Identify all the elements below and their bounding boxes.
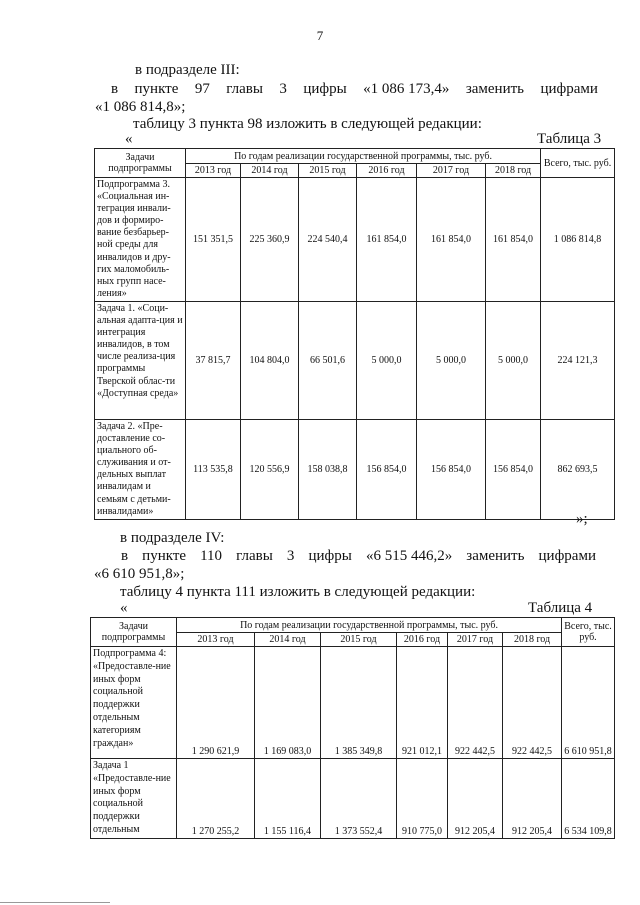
- table3-open-quote: «: [125, 131, 133, 147]
- task-cell: Задача 2. «Пре-доставление со-циального об-служивания и от-дельных выплат инвалидам и семьям с детьми-инвалидами»: [95, 420, 186, 520]
- paragraph-word: заменить: [465, 81, 525, 97]
- value-cell: 151 351,5: [186, 178, 241, 302]
- paragraph-word: 110: [200, 548, 223, 564]
- table3-caption: Таблица 3: [537, 131, 602, 147]
- value-cell: 156 854,0: [357, 420, 417, 520]
- total-cell: 224 121,3: [541, 302, 615, 420]
- value-cell: 37 815,7: [186, 302, 241, 420]
- value-cell: 161 854,0: [357, 178, 417, 302]
- page-bottom-edge: [0, 902, 110, 903]
- section3-heading: в подразделе III:: [135, 62, 240, 78]
- t4-year-header: 2014 год: [255, 633, 321, 647]
- paragraph-word: 97: [194, 81, 210, 97]
- value-cell: 910 775,0: [397, 759, 448, 839]
- table-row: [95, 178, 615, 302]
- paragraph-word: 3: [286, 548, 295, 564]
- value-cell: 5 000,0: [486, 302, 541, 420]
- table-row: [91, 647, 615, 759]
- t3-year-header: 2016 год: [357, 164, 417, 178]
- paragraph-word: в: [121, 548, 129, 564]
- total-cell: 862 693,5: [541, 420, 615, 520]
- task-cell: Задача 1. «Соци-альная адапта-ция и интеграция инвалидов, в том числе реализа-ция программы Тверской облас-ти «Доступная среда»: [95, 302, 186, 420]
- paragraph-word: пункте: [134, 81, 179, 97]
- section4-paragraph110-continuation: «6 610 951,8»;: [94, 566, 185, 582]
- value-cell: 113 535,8: [186, 420, 241, 520]
- task-cell: Задача 1 «Предоставле-ние иных форм социальной поддержки отдельным: [91, 759, 177, 839]
- t3-year-header: 2015 год: [299, 164, 357, 178]
- paragraph-word: в: [111, 81, 119, 97]
- t3-year-header: 2013 год: [186, 164, 241, 178]
- table4-head-years: По годам реализации государственной программы, тыс. руб.: [177, 618, 562, 633]
- value-cell: 161 854,0: [486, 178, 541, 302]
- paragraph-word: заменить: [466, 548, 525, 564]
- t3-year-header: 2018 год: [486, 164, 541, 178]
- t3-year-header: 2014 год: [241, 164, 299, 178]
- paragraph-word: главы: [236, 548, 273, 564]
- section4-paragraph110: [121, 548, 596, 565]
- table-4: [90, 617, 615, 839]
- value-cell: 158 038,8: [299, 420, 357, 520]
- total-cell: 6 610 951,8: [562, 647, 615, 759]
- task-cell: Подпрограмма 3. «Социальная ин-теграция инвали-дов и формиро-вание безбарьер-ной среды для инвалидов и дру-гих маломобиль-ных групп насе-ления»: [95, 178, 186, 302]
- value-cell: 224 540,4: [299, 178, 357, 302]
- t4-year-header: 2013 год: [177, 633, 255, 647]
- section3-paragraph97-continuation: «1 086 814,8»;: [95, 99, 186, 115]
- table-3: [94, 148, 615, 520]
- t4-year-header: 2017 год: [448, 633, 503, 647]
- table3-intro: таблицу 3 пункта 98 изложить в следующей редакции:: [133, 116, 482, 132]
- paragraph-word: 3: [279, 81, 287, 97]
- paragraph-word: пункте: [142, 548, 187, 564]
- value-cell: 922 442,5: [503, 647, 562, 759]
- table3-head-task: Задачи подпрограммы: [95, 149, 186, 178]
- paragraph-word: цифры: [308, 548, 352, 564]
- value-cell: 161 854,0: [417, 178, 486, 302]
- value-cell: 156 854,0: [486, 420, 541, 520]
- value-cell: 1 270 255,2: [177, 759, 255, 839]
- t4-year-header: 2015 год: [321, 633, 397, 647]
- value-cell: 104 804,0: [241, 302, 299, 420]
- table4-head-total: Всего, тыс. руб.: [562, 618, 615, 647]
- table3-head-years: По годам реализации государственной программы, тыс. руб.: [186, 149, 541, 164]
- paragraph-word: цифрами: [538, 548, 596, 564]
- paragraph-word: цифрами: [540, 81, 598, 97]
- value-cell: 1 373 552,4: [321, 759, 397, 839]
- table-row: [91, 759, 615, 839]
- value-cell: 1 155 116,4: [255, 759, 321, 839]
- table4-open-quote: «: [120, 600, 128, 616]
- value-cell: 5 000,0: [357, 302, 417, 420]
- value-cell: 5 000,0: [417, 302, 486, 420]
- paragraph-word: «6 515 446,2»: [365, 548, 453, 564]
- section3-paragraph97: [111, 81, 598, 98]
- paragraph-word: главы: [226, 81, 263, 97]
- table-row: [95, 302, 615, 420]
- value-cell: 66 501,6: [299, 302, 357, 420]
- value-cell: 1 385 349,8: [321, 647, 397, 759]
- paragraph-word: цифры: [303, 81, 347, 97]
- t3-year-header: 2017 год: [417, 164, 486, 178]
- value-cell: 912 205,4: [448, 759, 503, 839]
- value-cell: 225 360,9: [241, 178, 299, 302]
- value-cell: 922 442,5: [448, 647, 503, 759]
- value-cell: 1 290 621,9: [177, 647, 255, 759]
- value-cell: 912 205,4: [503, 759, 562, 839]
- table3-close-quote: »;: [576, 511, 588, 527]
- table4-caption: Таблица 4: [528, 600, 593, 616]
- value-cell: 1 169 083,0: [255, 647, 321, 759]
- paragraph-word: «1 086 173,4»: [363, 81, 450, 97]
- t4-year-header: 2018 год: [503, 633, 562, 647]
- task-cell: Подпрограмма 4: «Предоставле-ние иных форм социальной поддержки отдельным категориям граждан»: [91, 647, 177, 759]
- value-cell: 120 556,9: [241, 420, 299, 520]
- table4-intro: таблицу 4 пункта 111 изложить в следующей редакции:: [120, 584, 476, 600]
- value-cell: 156 854,0: [417, 420, 486, 520]
- table-row: [95, 420, 615, 520]
- table4-head-task: Задачи подпрограммы: [91, 618, 177, 647]
- table3-head-total: Всего, тыс. руб.: [541, 149, 615, 178]
- page-number: 7: [316, 28, 324, 43]
- section4-heading: в подразделе IV:: [120, 530, 225, 546]
- t4-year-header: 2016 год: [397, 633, 448, 647]
- value-cell: 921 012,1: [397, 647, 448, 759]
- total-cell: 6 534 109,8: [562, 759, 615, 839]
- total-cell: 1 086 814,8: [541, 178, 615, 302]
